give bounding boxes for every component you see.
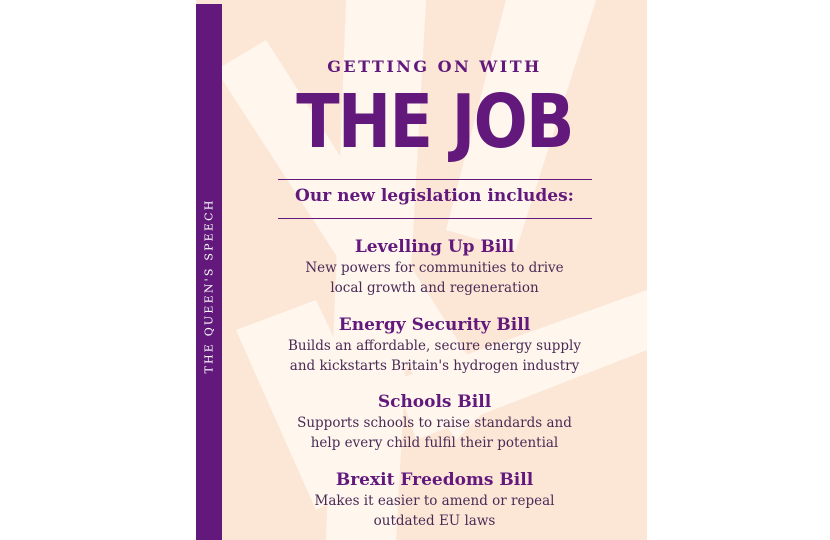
- divider-bottom: [278, 218, 592, 219]
- bill-description: [222, 258, 647, 298]
- bill-description-line: local growth and regeneration: [330, 280, 539, 296]
- poster-content: [222, 0, 647, 540]
- bill-levelling-up: [222, 236, 647, 298]
- bill-title: Energy Security Bill: [338, 315, 531, 335]
- bill-energy-security: [222, 314, 647, 376]
- bill-description-line: help every child fulfil their potential: [310, 435, 559, 451]
- subheading: Our new legislation includes:: [295, 186, 574, 206]
- bill-description-line: New powers for communities to drive: [305, 260, 564, 276]
- bill-description: [222, 336, 647, 376]
- bill-schools: [222, 391, 647, 453]
- bill-description: [222, 413, 647, 453]
- bill-title: Levelling Up Bill: [354, 237, 515, 257]
- kicker-text: GETTING ON WITH: [327, 57, 542, 76]
- headline: THE JOB: [296, 79, 573, 165]
- bill-title: Brexit Freedoms Bill: [335, 470, 534, 490]
- spine-bar: [196, 4, 222, 540]
- poster: [196, 0, 647, 540]
- bill-description-line: Builds an affordable, secure energy supply: [287, 338, 582, 354]
- spine-label: THE QUEEN'S SPEECH: [202, 198, 216, 374]
- bill-description: [222, 491, 647, 531]
- divider-top: [278, 179, 592, 180]
- bill-description-line: Makes it easier to amend or repeal: [314, 493, 555, 509]
- bill-title: Schools Bill: [377, 392, 492, 412]
- bill-brexit-freedoms: [222, 469, 647, 531]
- bill-description-line: outdated EU laws: [373, 513, 496, 529]
- bill-description-line: and kickstarts Britain's hydrogen industry: [289, 358, 580, 374]
- bill-description-line: Supports schools to raise standards and: [297, 415, 572, 431]
